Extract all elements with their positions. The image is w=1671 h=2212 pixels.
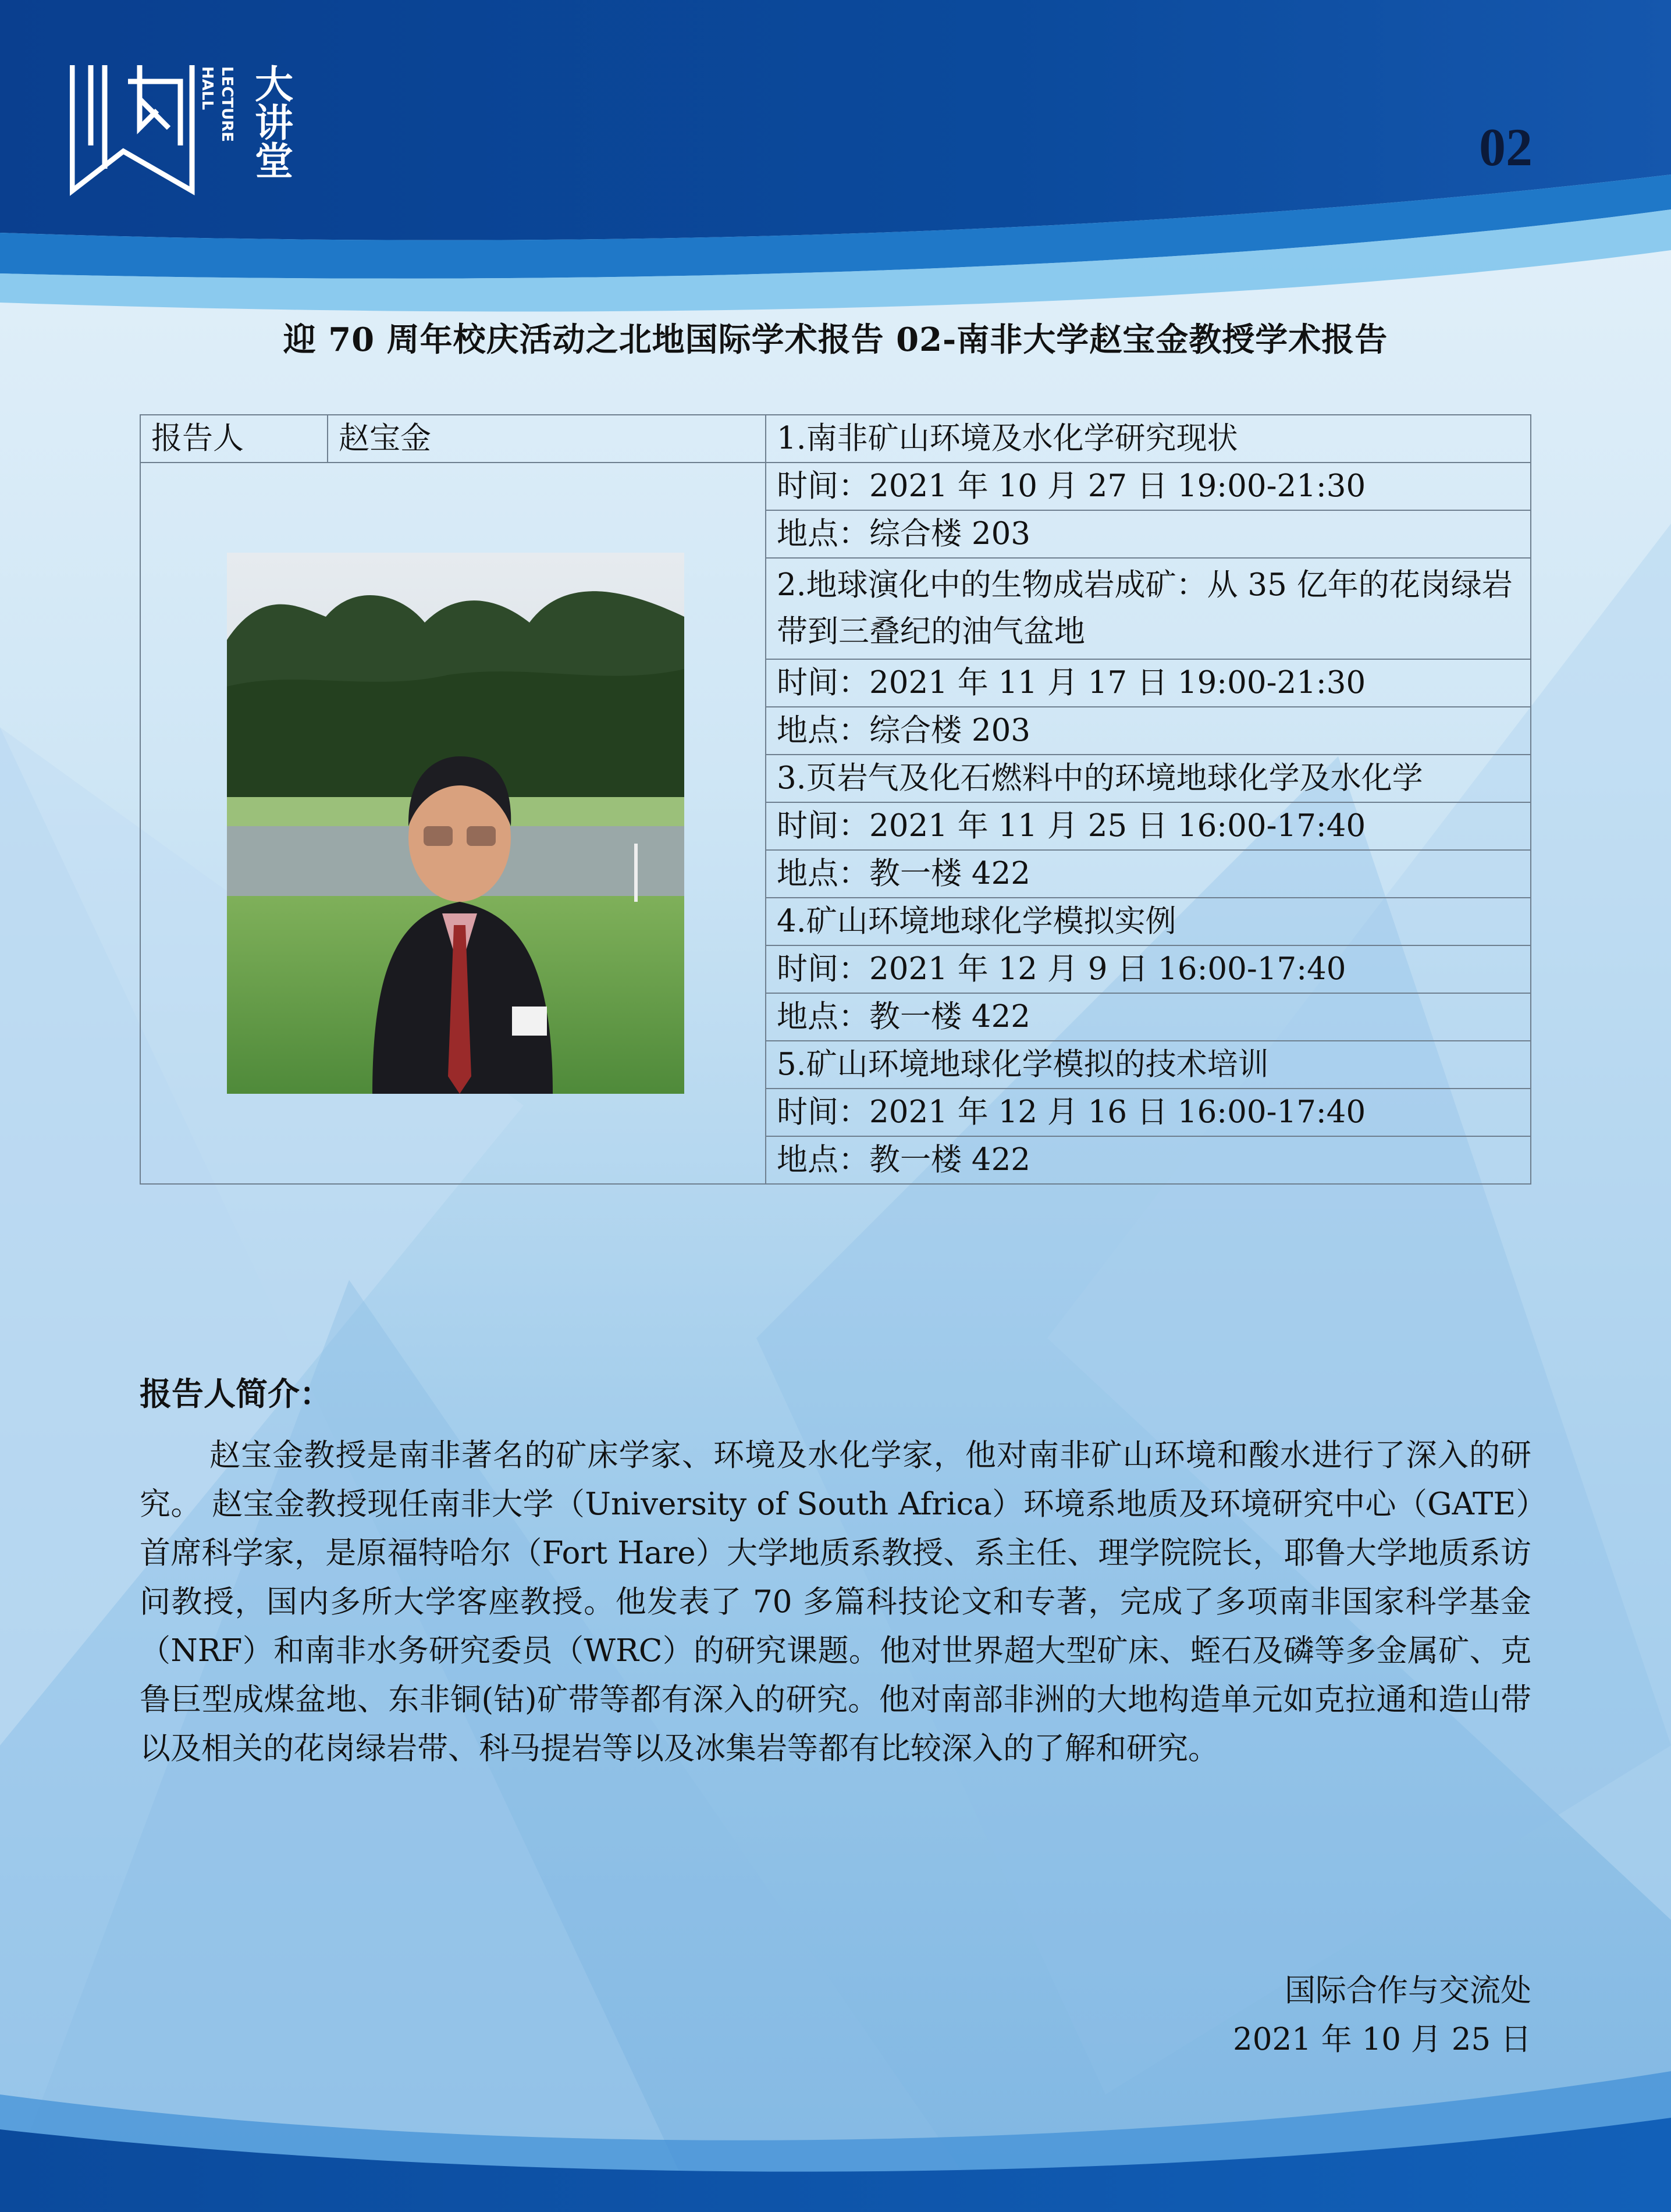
- issuing-office: 国际合作与交流处: [1285, 1973, 1531, 2008]
- brand-en-2: HALL: [198, 66, 216, 111]
- table-row: [140, 415, 1531, 463]
- talk-1-place: 地点：综合楼 203: [766, 510, 1531, 558]
- brand-en-1: LECTURE: [218, 66, 236, 143]
- issue-date: 2021 年 10 月 25 日: [1233, 2022, 1531, 2057]
- talk-1-title: 1.南非矿山环境及水化学研究现状: [766, 415, 1531, 463]
- brand-cn: 大讲堂: [248, 64, 293, 179]
- talk-4-place: 地点：教一楼 422: [766, 993, 1531, 1041]
- lecture-schedule-table: [140, 414, 1531, 1185]
- photo-cell: [140, 463, 766, 1184]
- speaker-photo: [227, 553, 684, 1094]
- signature-block: [1233, 1966, 1531, 2064]
- talk-1-time: 时间：2021 年 10 月 27 日 19:00-21:30: [766, 463, 1531, 510]
- lecture-hall-logo: [70, 58, 314, 198]
- talk-2-title: 2.地球演化中的生物成岩成矿：从 35 亿年的花岗绿岩带到三叠纪的油气盆地: [766, 558, 1531, 659]
- talk-4-title: 4.矿山环境地球化学模拟实例: [766, 898, 1531, 945]
- talk-3-title: 3.页岩气及化石燃料中的环境地球化学及水化学: [766, 755, 1531, 802]
- bio-heading: 报告人简介：: [140, 1375, 332, 1413]
- speaker-name: 赵宝金: [328, 415, 766, 463]
- page-number: 02: [1479, 118, 1533, 177]
- talk-2-time: 时间：2021 年 11 月 17 日 19:00-21:30: [766, 659, 1531, 707]
- bio-text: 赵宝金教授是南非著名的矿床学家、环境及水化学家，他对南非矿山环境和酸水进行了深入的研究。 赵宝金教授现任南非大学（University of South Africa）环境系地质及环境研究中心（GATE）首席科学家，是原福特哈尔（Fort Hare）大学地质系教授、系主任、理学院院长，耶鲁大学地质系访问教授，国内多所大学客座教授。他发表了 70 多篇科技论文和专著，完成了多项南非国家科学基金（NRF）和南非水务研究委员（WRC）的研究课题。他对世界超大型矿床、蛭石及磷等多金属矿、克鲁巨型成煤盆地、东非铜(钴)矿带等都有深入的研究。他对南部非洲的大地构造单元如克拉通和造山带以及相关的花岗绿岩带、科马提岩等以及冰集岩等都有比较深入的了解和研究。: [140, 1438, 1531, 1766]
- speaker-label: 报告人: [140, 415, 328, 463]
- talk-3-place: 地点：教一楼 422: [766, 850, 1531, 898]
- page-title: 迎 70 周年校庆活动之北地国际学术报告 02-南非大学赵宝金教授学术报告: [283, 321, 1388, 359]
- table-row: [140, 463, 1531, 510]
- talk-4-time: 时间：2021 年 12 月 9 日 16:00-17:40: [766, 945, 1531, 993]
- talk-5-title: 5.矿山环境地球化学模拟的技术培训: [766, 1041, 1531, 1089]
- talk-5-place: 地点：教一楼 422: [766, 1136, 1531, 1184]
- talk-2-place: 地点：综合楼 203: [766, 707, 1531, 755]
- talk-3-time: 时间：2021 年 11 月 25 日 16:00-17:40: [766, 802, 1531, 850]
- talk-5-time: 时间：2021 年 12 月 16 日 16:00-17:40: [766, 1089, 1531, 1136]
